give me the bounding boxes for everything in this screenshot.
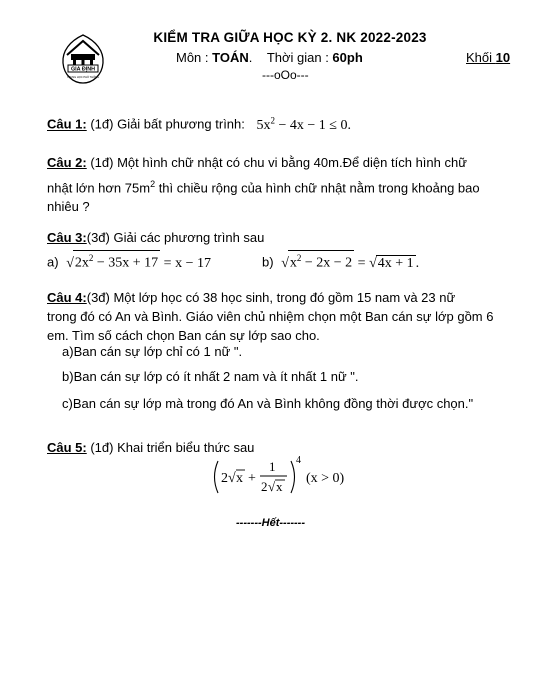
grade-label [466,50,510,65]
question-3b-label: b) [262,254,274,270]
question-4-line-1 [47,288,493,307]
item-marker: b) [62,369,74,384]
question-3-label: Câu 3: [47,230,87,245]
subject-value: TOÁN [212,50,249,65]
svg-text:(x > 0): (x > 0) [306,471,345,486]
exam-subject-line [176,50,363,65]
question-4-text-1: Một lớp học có 38 học sinh, trong đó gồm 15 nam và 23 nữ [113,290,456,305]
question-2-text-2b: thì chiều rộng của hình chữ nhật nằm trong khoảng bao [155,180,480,196]
question-4-points: (3đ) [86,290,114,305]
svg-text:4: 4 [296,455,301,466]
question-4 [47,288,493,345]
subject-label: Môn : [176,50,213,65]
header-separator: ---oOo--- [262,68,309,82]
question-3a-label: a) [47,254,59,270]
svg-text:2: 2 [261,479,268,494]
svg-text:1: 1 [269,459,276,474]
time-value: 60ph [332,50,363,65]
question-5-points: (1đ) [86,440,118,455]
item-text: Ban cán sự lớp mà trong đó An và Bình không đồng thời được chọn." [72,396,474,411]
time-label: Thời gian : [266,50,333,65]
svg-text:+: + [248,471,256,486]
question-2-text-1: Một hình chữ nhật có chu vi bằng 40m.Để diện tích hình chữ [117,155,467,170]
question-2-label: Câu 2: [47,155,87,170]
question-3-text: Giải các phương trình sau [113,230,265,245]
end-marker: -------Hết------- [236,517,306,529]
question-2-line-1 [47,153,480,172]
question-2 [47,153,480,216]
question-4-item-c [62,396,473,411]
question-3 [47,228,264,247]
question-2-points: (1đ) [86,155,118,170]
svg-text:√: √ [268,479,276,494]
question-3a [47,250,211,273]
question-4-text-3: em. Tìm số cách chọn Ban cán sự lớp sao cho. [47,328,320,343]
question-3-points: (3đ) [86,230,114,245]
logo-motto: TRUNG HỌC PHỔ THÔNG [66,76,100,79]
question-4-item-a [62,344,242,359]
svg-text:√: √ [228,471,236,486]
question-1-text: Giải bất phương trình: [117,116,245,132]
question-2-text-2a: nhật lớn hơn 75m [47,180,151,196]
question-1-points: (1đ) [86,116,118,132]
question-5-expression [210,454,360,503]
exam-title: KIỂM TRA GIỮA HỌC KỲ 2. NK 2022-2023 [153,30,427,45]
item-text: Ban cán sự lớp chỉ có 1 nữ ". [73,344,243,359]
question-5-text: Khai triển biểu thức sau [117,440,255,455]
subject-dot: . [248,50,253,65]
school-logo [60,33,106,85]
svg-text:x: x [236,471,243,486]
item-text: Ban cán sự lớp có ít nhất 2 nam và ít nhất 1 nữ ". [73,369,359,384]
item-marker: a) [62,344,74,359]
grade-value: 10 [495,50,511,65]
question-2-text-3: nhiêu ? [47,199,90,215]
grade-prefix: Khối [466,50,496,65]
question-4-text-2: trong đó có An và Bình. Giáo viên chủ nhiệm chọn một Ban cán sự lớp gồm 6 [47,309,494,324]
question-2-sup: 2 [150,179,156,189]
question-3b [262,250,419,273]
question-1-label: Câu 1: [47,116,87,132]
item-marker: c) [62,396,73,411]
question-4-label: Câu 4: [47,290,87,305]
svg-text:2: 2 [221,471,228,486]
question-3a-equation: $√2x^2 - 35x + 17 = x - 17$ [66,256,211,271]
question-3b-equation: $√x^2 - 2x - 2 = √4x + 1$ . [281,256,419,271]
question-5-label: Câu 5: [47,440,87,455]
svg-text:x: x [276,479,283,494]
question-1 [47,111,351,135]
logo-text: GIA ĐỊNH [70,66,96,73]
question-2-line-2 [47,175,480,197]
question-1-inequality: $5x^2 - 4x - 1 \le 0$. [256,115,351,133]
question-4-item-b [62,369,358,384]
